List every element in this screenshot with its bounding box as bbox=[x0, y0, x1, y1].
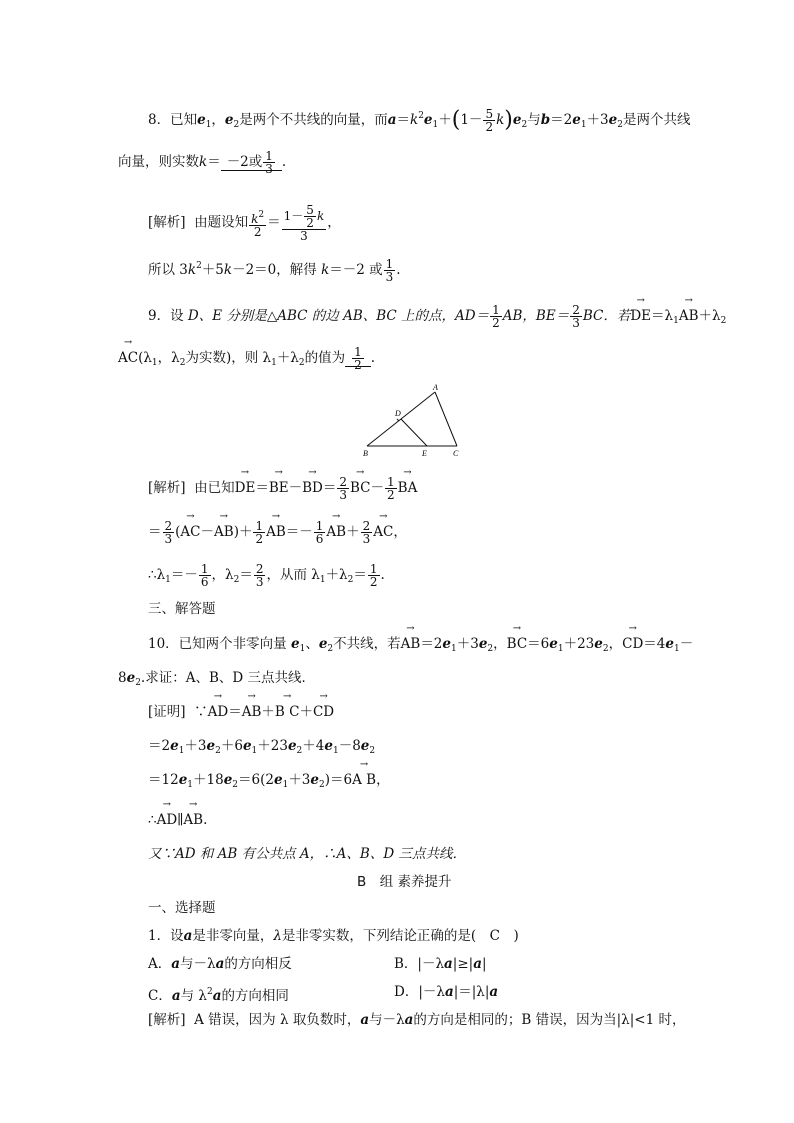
label-c: C bbox=[453, 449, 459, 458]
q10-line2: $8e_2$.求证：A、B、D 三点共线． bbox=[118, 670, 315, 688]
q10-proof-line3: $=12e_1+18e_2=6(2e_1+3e_2)=6\to A$ B， bbox=[148, 770, 390, 795]
triangle-figure bbox=[355, 382, 475, 462]
q9-answer: $\frac{1}{2}$ bbox=[345, 350, 371, 367]
q1-option-b: B．|－λa|≥|a| bbox=[394, 956, 487, 972]
q1-option-a: A．a与－λa的方向相反 bbox=[148, 956, 292, 972]
q10-proof-line5: 又∵AD 和 AB 有公共点 A，∴A、B、D 三点共线． bbox=[148, 846, 466, 862]
q8-line1: 8．已知$e_1$，$e_2$是两个不共线的向量，而$a=k^2e_1+(1-$ $\frac{5}{2}$ $k)e_2$与$b=2e_1+3e_2$是两个共线 bbox=[148, 107, 691, 134]
q10-line1: 10．已知两个非零向量 $e_1$、$e_2$不共线，若→ $AB=2e_1+3e_2$，→ $BC=6e_1+23e_2$，→ $CD=4e_1-$ bbox=[148, 634, 693, 659]
segment-de bbox=[401, 419, 427, 446]
q8-solution-line1: [解析] 由题设知 $\frac{k^2}{2}$ ＝ 1－ $\frac{5}{2}$ k 3 ， bbox=[148, 203, 341, 243]
q8-answer: －2或 $\frac{1}{3}$ bbox=[221, 154, 282, 171]
group-b-heading: B 组 素养提升 bbox=[357, 874, 452, 890]
q10-proof-line1: [证明] ∵→ AD＝→ AB＋→ B C＋→ CD bbox=[148, 702, 334, 722]
q10-proof-line2: $=2e_1+3e_2+6e_1+23e_2+4e_1-8e_2$ bbox=[148, 738, 376, 756]
label-e: E bbox=[422, 449, 427, 458]
q9-line2: → $AC(\lambda_1$，$\lambda_2$为实数)，则 $\lambda_1+\lambda_2$的值为 $\frac{1}{2}$ . bbox=[118, 346, 375, 373]
section-heading-3: 三、解答题 bbox=[148, 601, 216, 617]
q8-frac-5-2: $\frac{5}{2}$ bbox=[485, 107, 494, 134]
q1-stem: 1．设a是非零向量，λ是非零实数，下列结论正确的是( C ) bbox=[148, 928, 519, 944]
q8-line2: 向量，则实数k＝ －2或 $\frac{1}{3}$ . bbox=[118, 149, 287, 176]
label-b: B bbox=[363, 449, 368, 458]
q9-solution-line1: [解析] 由已知→ DE＝→ BE－→ BD＝ $\frac{2}{3}$ → BC－ $\frac{1}{2}$ → BA bbox=[148, 476, 417, 501]
q1-solution: [解析] A 错误，因为 λ 取负数时，a与－λa的方向是相同的；B 错误，因为当|λ|<1 时， bbox=[148, 1012, 686, 1028]
q9-solution-line2: ＝ $\frac{2}{3}$ (→ AC－→ AB)＋ $\frac{1}{2}$ → AB＝－ $\frac{1}{6}$ → AB＋ $\frac{2}{3}$ → AC， bbox=[148, 520, 407, 545]
label-d: D bbox=[395, 409, 401, 418]
q1-option-c: C．a与 $\lambda^2a$的方向相同 bbox=[148, 987, 289, 1004]
q9-line1: 9．设 D、E 分别是△ABC 的边 AB、BC 上的点，AD＝ $\frac{1}{2}$ AB，BE＝ $\frac{2}{3}$ BC．若→ $DE=\lambda_1\to AB+\lambda_2$ bbox=[148, 304, 726, 331]
q10-proof-line4: ∴→ AD∥→ AB. bbox=[148, 810, 207, 830]
label-a: A bbox=[433, 383, 438, 392]
section-heading-1: 一、选择题 bbox=[148, 900, 216, 916]
q1-option-d: D．|－λa|＝|λ|a bbox=[394, 984, 499, 1000]
edge-ac bbox=[435, 392, 457, 446]
q9-solution-line3: $\therefore\lambda_1=-$ $\frac{1}{6}$ ，$\lambda_2=$ $\frac{2}{3}$ ，从而 $\lambda_1+\lambda_2=$ $\frac{1}{2}$ . bbox=[148, 562, 385, 589]
tick-mark bbox=[397, 419, 399, 421]
q8-solution-line2: 所以 $3k^2+5k-2=0$，解得 k＝－2 或 $\frac{1}{3}$ . bbox=[148, 257, 401, 284]
